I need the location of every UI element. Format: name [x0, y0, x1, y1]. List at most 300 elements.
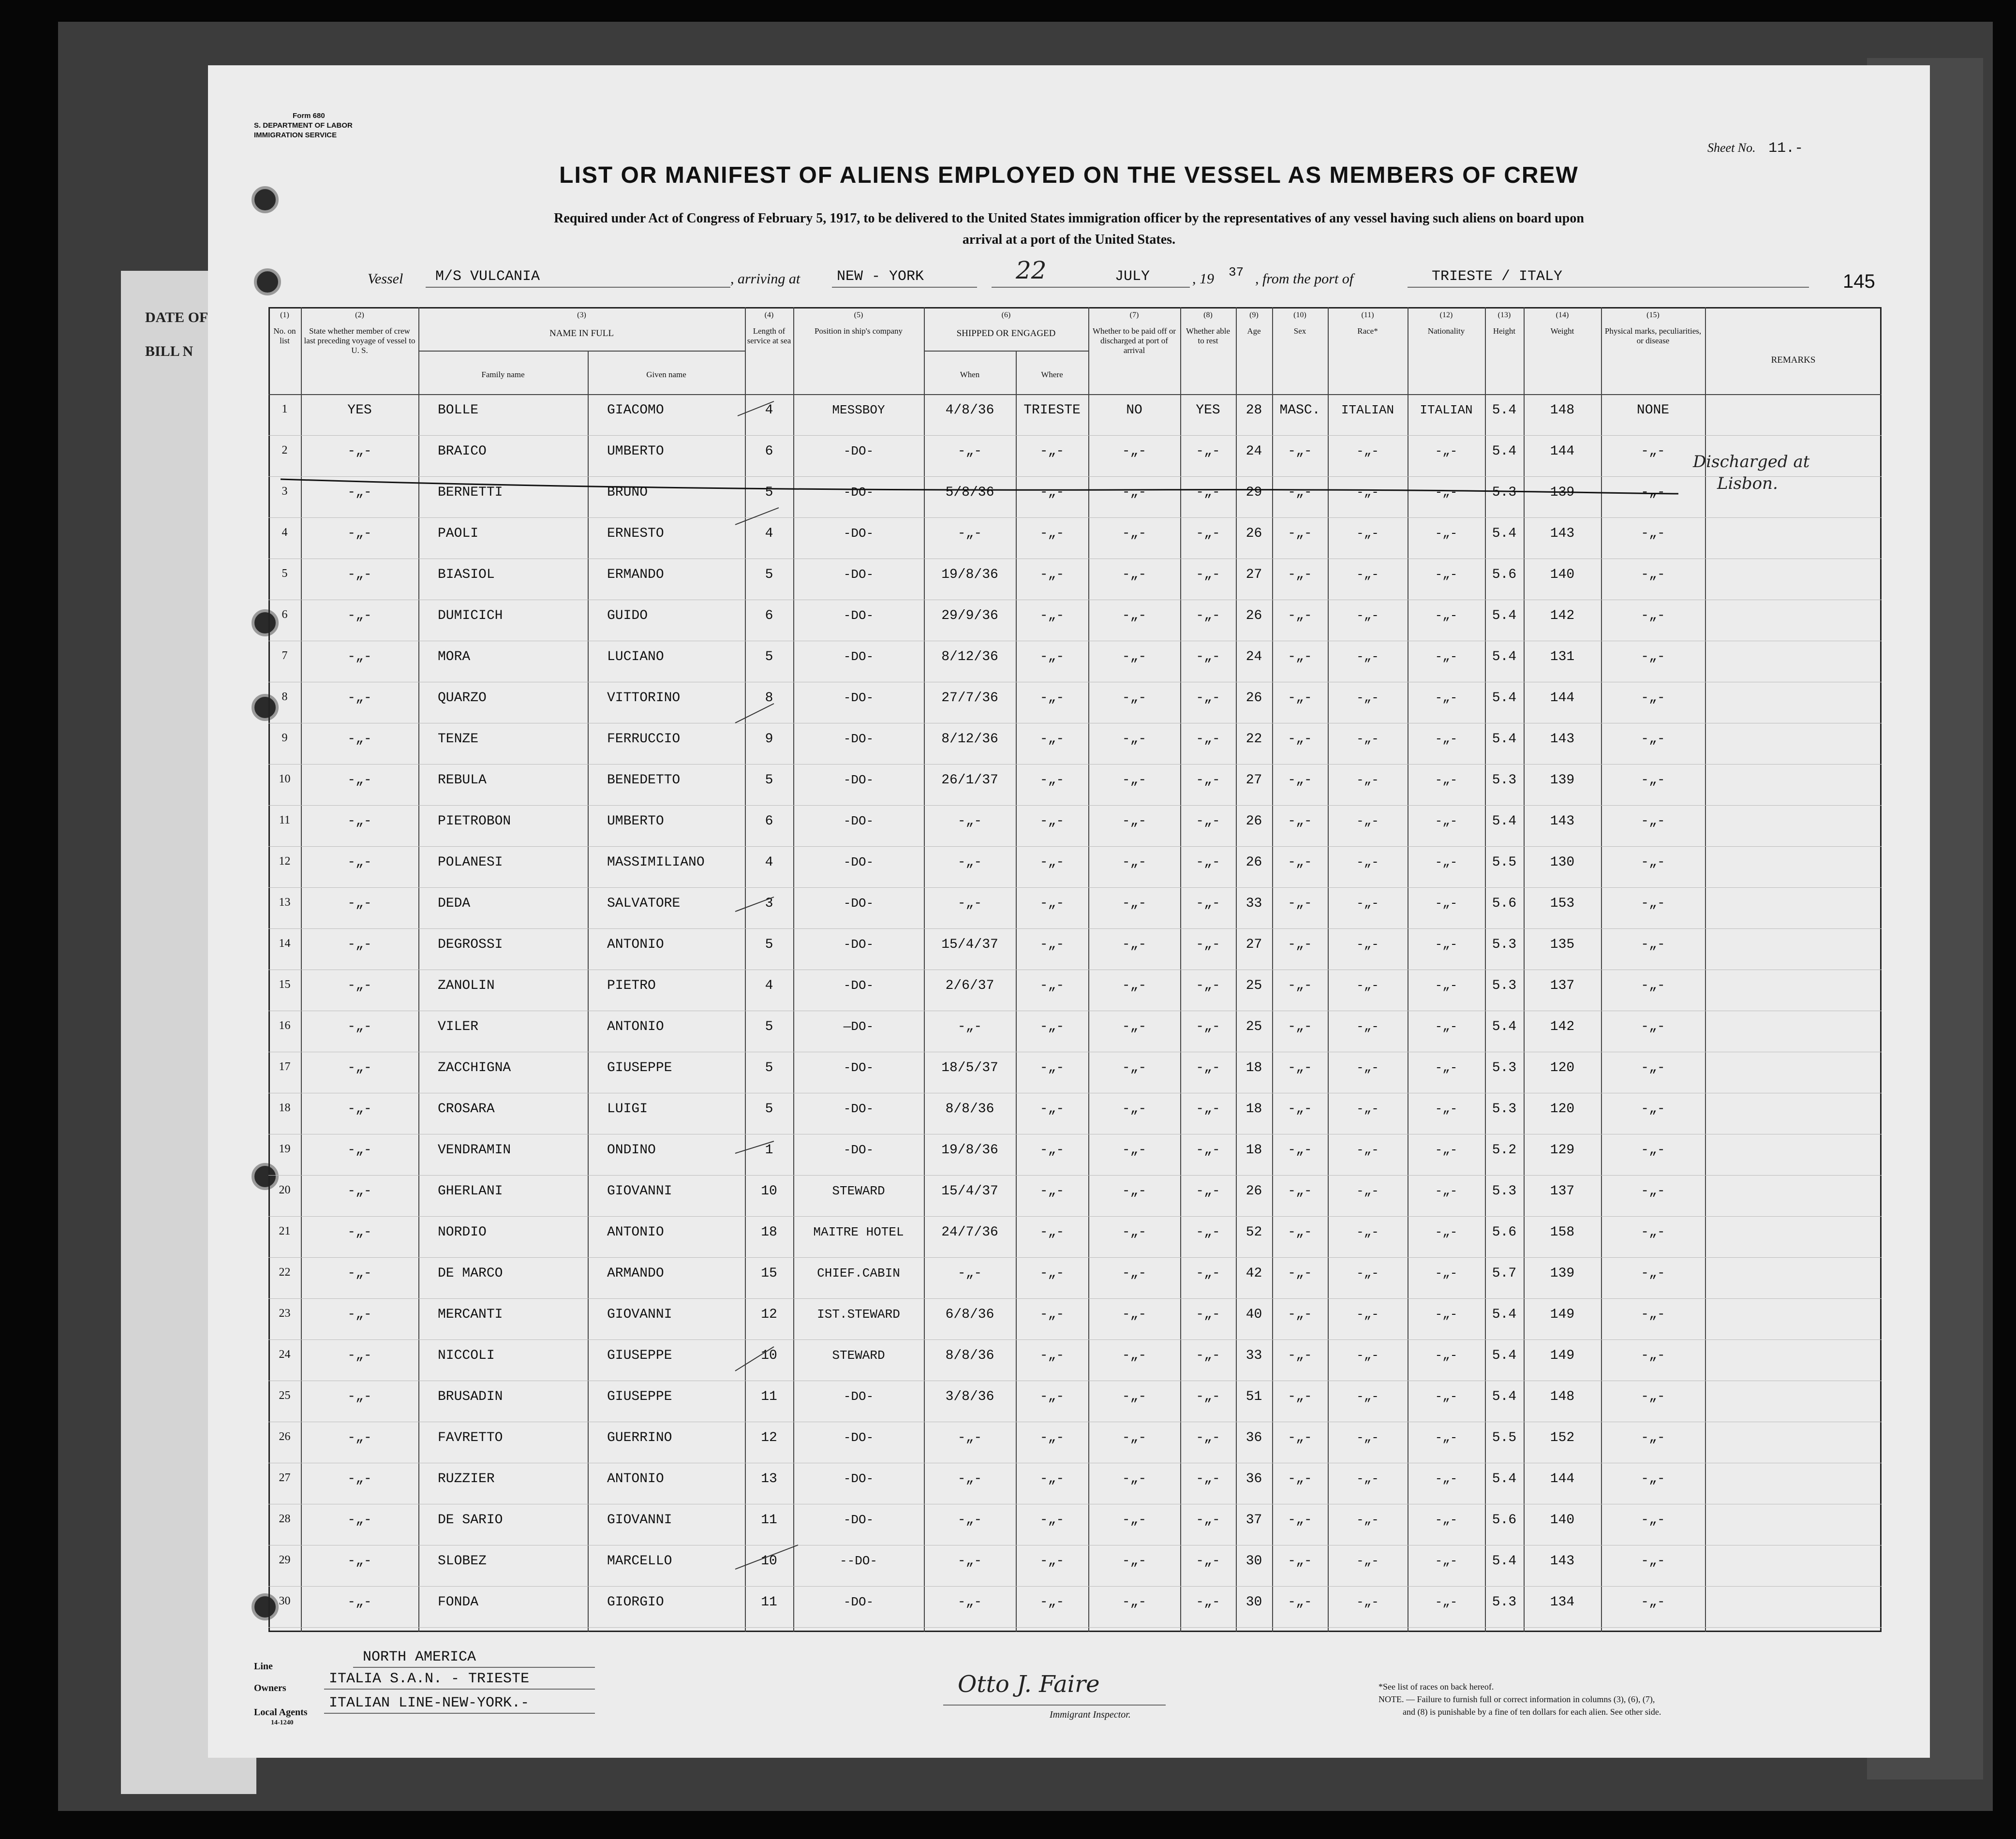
- cell-age: 18: [1245, 1143, 1262, 1158]
- underline: [324, 1713, 595, 1714]
- cell-family: DEGROSSI: [438, 937, 503, 952]
- cell-paid: -„-: [1122, 814, 1147, 829]
- cell-given: GIUSEPPE: [607, 1348, 672, 1363]
- cell-nat: -„-: [1435, 732, 1458, 746]
- cell-weight: 131: [1550, 649, 1575, 664]
- cell-height: 5.3: [1492, 1184, 1517, 1199]
- cell-prev: -„-: [347, 1266, 372, 1281]
- cell-able: -„-: [1196, 937, 1220, 952]
- note-races: *See list of races on back hereof.: [1379, 1682, 1494, 1692]
- cell-race: -„-: [1356, 855, 1379, 869]
- cell-given: LUIGI: [607, 1102, 648, 1117]
- cell-service: 10: [761, 1554, 777, 1569]
- service-name: IMMIGRATION SERVICE: [254, 131, 337, 139]
- cell-prev: -„-: [347, 1554, 372, 1569]
- cell-given: GIOVANNI: [607, 1307, 672, 1322]
- cell-prev: -„-: [347, 1471, 372, 1486]
- cell-height: 5.5: [1492, 1430, 1517, 1445]
- cell-weight: 143: [1550, 1554, 1575, 1569]
- cell-position: -DO-: [843, 1060, 874, 1075]
- cell-service: 6: [765, 444, 773, 459]
- cell-sex: -„-: [1288, 691, 1312, 706]
- cell-service: 4: [765, 403, 773, 418]
- cell-prev: -„-: [347, 937, 372, 952]
- cell-where: TRIESTE: [1023, 403, 1081, 418]
- cell-marks: -„-: [1641, 1471, 1665, 1486]
- cell-marks: -„-: [1641, 1430, 1665, 1445]
- cell-nat: -„-: [1435, 978, 1458, 993]
- cell-family: RUZZIER: [438, 1471, 495, 1486]
- cell-family: NICCOLI: [438, 1348, 495, 1363]
- cell-where: -„-: [1039, 1389, 1065, 1404]
- cell-given: BRUNO: [607, 485, 648, 500]
- cell-marks: -„-: [1641, 978, 1665, 993]
- cell-where: -„-: [1039, 1595, 1065, 1610]
- cell-race: -„-: [1356, 1430, 1379, 1445]
- cell-when: 24/7/36: [941, 1225, 998, 1240]
- cell-sex: -„-: [1288, 567, 1312, 582]
- owners-value: ITALIA S.A.N. - TRIESTE: [329, 1671, 530, 1687]
- column-number: (1): [280, 311, 289, 319]
- cell-nat: -„-: [1435, 855, 1458, 869]
- cell-nat: -„-: [1435, 485, 1458, 500]
- cell-paid: -„-: [1122, 1554, 1147, 1569]
- cell-able: -„-: [1196, 1307, 1220, 1322]
- cell-given: GIOVANNI: [607, 1184, 672, 1199]
- cell-sex: -„-: [1288, 1266, 1312, 1281]
- cell-weight: 120: [1550, 1060, 1575, 1075]
- cell-service: 10: [761, 1184, 777, 1199]
- column-header: Nationality: [1427, 326, 1465, 336]
- cell-family: SLOBEZ: [438, 1554, 487, 1569]
- cell-paid: -„-: [1122, 526, 1147, 541]
- cell-family: BRUSADIN: [438, 1389, 503, 1404]
- cell-nat: -„-: [1435, 814, 1458, 828]
- column-number: (6): [1001, 311, 1011, 319]
- cell-able: -„-: [1196, 649, 1220, 664]
- cell-race: -„-: [1356, 814, 1379, 828]
- cell-paid: -„-: [1122, 1595, 1147, 1610]
- cell-sex: -„-: [1288, 1307, 1312, 1322]
- cell-nat: -„-: [1435, 1184, 1458, 1198]
- cell-no: 7: [282, 649, 288, 662]
- column-number: (8): [1203, 311, 1213, 319]
- cell-race: -„-: [1356, 1143, 1379, 1157]
- cell-prev: -„-: [347, 649, 372, 664]
- cell-able: -„-: [1196, 1102, 1220, 1117]
- cell-prev: -„-: [347, 485, 372, 500]
- cell-age: 26: [1245, 608, 1262, 623]
- cell-height: 5.3: [1492, 485, 1517, 500]
- cell-height: 5.3: [1492, 1102, 1517, 1117]
- cell-race: -„-: [1356, 978, 1379, 993]
- cell-when: 4/8/36: [945, 403, 994, 418]
- cell-age: 27: [1245, 773, 1262, 788]
- cell-prev: -„-: [347, 1595, 372, 1610]
- cell-marks: -„-: [1641, 1184, 1665, 1199]
- cell-height: 5.3: [1492, 1060, 1517, 1075]
- cell-when: -„-: [957, 1513, 982, 1528]
- cell-race: -„-: [1356, 1225, 1379, 1239]
- cell-family: QUARZO: [438, 691, 487, 706]
- cell-sex: -„-: [1288, 649, 1312, 664]
- cell-no: 13: [279, 896, 291, 909]
- cell-service: 8: [765, 691, 773, 706]
- cell-paid: -„-: [1122, 608, 1147, 623]
- cell-no: 1: [282, 403, 288, 415]
- cell-service: 15: [761, 1266, 777, 1281]
- cell-able: -„-: [1196, 691, 1220, 706]
- cell-race: -„-: [1356, 1513, 1379, 1527]
- cell-height: 5.3: [1492, 937, 1517, 952]
- cell-able: -„-: [1196, 608, 1220, 623]
- cell-sex: -„-: [1288, 1471, 1312, 1486]
- column-number: (7): [1129, 311, 1139, 319]
- cell-age: 25: [1245, 1019, 1262, 1034]
- cell-where: -„-: [1039, 608, 1065, 623]
- sheet-number-label: Sheet No.: [1707, 141, 1756, 155]
- cell-height: 5.4: [1492, 649, 1517, 664]
- cell-able: -„-: [1196, 1554, 1220, 1569]
- cell-height: 5.4: [1492, 608, 1517, 623]
- cell-paid: -„-: [1122, 1389, 1147, 1404]
- cell-position: -DO-: [843, 978, 874, 993]
- cell-service: 3: [765, 896, 773, 911]
- cell-service: 5: [765, 649, 773, 664]
- column-header: State whether member of crew last preceding voyage of vessel to U. S.: [304, 326, 415, 355]
- cell-marks: -„-: [1641, 649, 1665, 664]
- cell-nat: -„-: [1435, 444, 1458, 458]
- cell-where: -„-: [1039, 814, 1065, 829]
- cell-nat: -„-: [1435, 691, 1458, 705]
- cell-weight: 153: [1550, 896, 1575, 911]
- cell-prev: -„-: [347, 732, 372, 747]
- cell-family: BIASIOL: [438, 567, 495, 582]
- cell-where: -„-: [1039, 855, 1065, 870]
- cell-sex: -„-: [1288, 855, 1312, 870]
- cell-race: -„-: [1356, 649, 1379, 664]
- cell-age: 29: [1245, 485, 1262, 500]
- column-header: Race*: [1357, 326, 1378, 336]
- cell-paid: -„-: [1122, 1102, 1147, 1117]
- cell-service: 10: [761, 1348, 777, 1363]
- cell-given: GUIDO: [607, 608, 648, 623]
- cell-where: -„-: [1039, 1266, 1065, 1281]
- cell-when: 15/4/37: [941, 1184, 998, 1199]
- column-header: Height: [1493, 326, 1516, 336]
- cell-given: ANTONIO: [607, 1471, 664, 1486]
- cell-service: 11: [761, 1513, 777, 1528]
- cell-age: 26: [1245, 526, 1262, 541]
- cell-where: -„-: [1039, 485, 1065, 500]
- arriving-port: NEW - YORK: [837, 268, 924, 285]
- cell-given: GIOVANNI: [607, 1513, 672, 1528]
- agents-code: 14-1240: [271, 1719, 294, 1726]
- cell-position: -DO-: [843, 1102, 874, 1116]
- cell-where: -„-: [1039, 978, 1065, 993]
- cell-when: 8/8/36: [945, 1102, 994, 1117]
- line-label: Line: [254, 1661, 273, 1672]
- column-subheader: Family name: [481, 370, 525, 379]
- cell-race: -„-: [1356, 1348, 1379, 1363]
- cell-paid: -„-: [1122, 773, 1147, 788]
- cell-race: -„-: [1356, 691, 1379, 705]
- cell-able: -„-: [1196, 1595, 1220, 1610]
- cell-nat: -„-: [1435, 608, 1458, 623]
- cell-prev: -„-: [347, 691, 372, 706]
- cell-age: 33: [1245, 1348, 1262, 1363]
- cell-prev: -„-: [347, 444, 372, 459]
- cell-nat: -„-: [1435, 1554, 1458, 1568]
- cell-weight: 152: [1550, 1430, 1575, 1445]
- cell-position: -DO-: [843, 773, 874, 787]
- cell-nat: -„-: [1435, 1430, 1458, 1445]
- cell-where: -„-: [1039, 1430, 1065, 1445]
- left-page-label-1: DATE OF: [145, 309, 208, 325]
- cell-where: -„-: [1039, 526, 1065, 541]
- cell-when: 15/4/37: [941, 937, 998, 952]
- cell-paid: -„-: [1122, 567, 1147, 582]
- cell-age: 33: [1245, 896, 1262, 911]
- cell-nat: ITALIAN: [1420, 403, 1473, 417]
- cell-paid: -„-: [1122, 485, 1147, 500]
- inspector-signature: Otto J. Faire: [958, 1671, 1100, 1698]
- cell-family: GHERLANI: [438, 1184, 503, 1199]
- cell-prev: -„-: [347, 1348, 372, 1363]
- cell-prev: -„-: [347, 773, 372, 788]
- cell-prev: -„-: [347, 1225, 372, 1240]
- cell-prev: -„-: [347, 1307, 372, 1322]
- cell-marks: -„-: [1641, 526, 1665, 541]
- cell-given: ONDINO: [607, 1143, 656, 1158]
- from-label: , from the port of: [1255, 271, 1354, 287]
- cell-nat: -„-: [1435, 1102, 1458, 1116]
- note-failure: NOTE. — Failure to furnish full or correct information in columns (3), (6), (7),: [1379, 1694, 1655, 1704]
- cell-no: 19: [279, 1143, 291, 1155]
- cell-given: LUCIANO: [607, 649, 664, 664]
- cell-when: 19/8/36: [941, 567, 998, 582]
- cell-able: -„-: [1196, 1471, 1220, 1486]
- cell-nat: -„-: [1435, 1595, 1458, 1609]
- cell-given: MARCELLO: [607, 1554, 672, 1569]
- cell-when: 3/8/36: [945, 1389, 994, 1404]
- cell-sex: -„-: [1288, 1143, 1312, 1158]
- cell-able: -„-: [1196, 444, 1220, 459]
- cell-when: 8/12/36: [941, 649, 998, 664]
- cell-service: 5: [765, 937, 773, 952]
- cell-race: -„-: [1356, 1554, 1379, 1568]
- cell-nat: -„-: [1435, 1471, 1458, 1486]
- cell-no: 17: [279, 1060, 291, 1073]
- cell-position: -DO-: [843, 1513, 874, 1527]
- cell-able: -„-: [1196, 732, 1220, 747]
- cell-height: 5.4: [1492, 403, 1517, 418]
- cell-no: 30: [279, 1595, 291, 1607]
- cell-no: 9: [282, 732, 288, 744]
- cell-prev: -„-: [347, 608, 372, 623]
- cell-service: 9: [765, 732, 773, 747]
- cell-position: -DO-: [843, 567, 874, 582]
- cell-no: 23: [279, 1307, 291, 1320]
- line-value: NORTH AMERICA: [363, 1649, 476, 1665]
- cell-race: -„-: [1356, 773, 1379, 787]
- cell-given: UMBERTO: [607, 814, 664, 829]
- cell-when: 19/8/36: [941, 1143, 998, 1158]
- cell-paid: -„-: [1122, 1307, 1147, 1322]
- cell-family: FONDA: [438, 1595, 479, 1610]
- cell-marks: -„-: [1641, 855, 1665, 870]
- cell-weight: 139: [1550, 1266, 1575, 1281]
- cell-able: -„-: [1196, 978, 1220, 993]
- cell-age: 27: [1245, 937, 1262, 952]
- cell-race: -„-: [1356, 485, 1379, 500]
- cell-where: -„-: [1039, 1307, 1065, 1322]
- cell-given: MASSIMILIANO: [607, 855, 705, 870]
- cell-marks: -„-: [1641, 732, 1665, 747]
- cell-no: 18: [279, 1102, 291, 1114]
- cell-no: 16: [279, 1019, 291, 1032]
- column-number: (2): [355, 311, 364, 319]
- cell-age: 24: [1245, 444, 1262, 459]
- cell-family: NORDIO: [438, 1225, 487, 1240]
- cell-able: -„-: [1196, 485, 1220, 500]
- cell-paid: -„-: [1122, 1019, 1147, 1034]
- cell-given: ANTONIO: [607, 1225, 664, 1240]
- cell-where: -„-: [1039, 1225, 1065, 1240]
- cell-when: -„-: [957, 444, 982, 459]
- year-prefix: , 19: [1192, 271, 1214, 287]
- cell-paid: -„-: [1122, 649, 1147, 664]
- left-page-label-2: BILL N: [145, 343, 193, 359]
- cell-race: -„-: [1356, 1060, 1379, 1075]
- cell-when: -„-: [957, 1554, 982, 1569]
- cell-marks: -„-: [1641, 1060, 1665, 1075]
- cell-position: —DO-: [843, 1019, 874, 1034]
- cell-position: -DO-: [843, 855, 874, 869]
- cell-height: 5.6: [1492, 1225, 1517, 1240]
- column-subheader: Given name: [646, 370, 686, 379]
- column-header: NAME IN FULL: [549, 328, 614, 338]
- sheet-number-value: 11.-: [1768, 140, 1804, 157]
- cell-age: 30: [1245, 1595, 1262, 1610]
- cell-paid: -„-: [1122, 732, 1147, 747]
- cell-able: -„-: [1196, 1266, 1220, 1281]
- cell-weight: 139: [1550, 485, 1575, 500]
- cell-height: 5.4: [1492, 1471, 1517, 1486]
- cell-when: 2/6/37: [945, 978, 994, 993]
- cell-nat: -„-: [1435, 567, 1458, 582]
- cell-position: -DO-: [843, 649, 874, 664]
- cell-where: -„-: [1039, 649, 1065, 664]
- cell-prev: -„-: [347, 896, 372, 911]
- cell-weight: 158: [1550, 1225, 1575, 1240]
- cell-position: -DO-: [843, 444, 874, 458]
- cell-race: -„-: [1356, 1102, 1379, 1116]
- column-header: Weight: [1550, 326, 1574, 336]
- cell-age: 28: [1245, 403, 1262, 418]
- cell-service: 4: [765, 855, 773, 870]
- cell-age: 42: [1245, 1266, 1262, 1281]
- cell-nat: -„-: [1435, 1389, 1458, 1404]
- cell-family: POLANESI: [438, 855, 503, 870]
- cell-where: -„-: [1039, 1102, 1065, 1117]
- cell-height: 5.3: [1492, 773, 1517, 788]
- note-fine: and (8) is punishable by a fine of ten dollars for each alien. See other side.: [1403, 1707, 1661, 1717]
- cell-given: FERRUCCIO: [607, 732, 681, 747]
- cell-given: SALVATORE: [607, 896, 681, 911]
- column-number: (14): [1556, 311, 1569, 319]
- cell-service: 4: [765, 526, 773, 541]
- cell-nat: -„-: [1435, 937, 1458, 952]
- cell-weight: 148: [1550, 403, 1575, 418]
- cell-given: GIORGIO: [607, 1595, 664, 1610]
- cell-race: -„-: [1356, 444, 1379, 458]
- form-number: Form 680: [293, 112, 325, 120]
- cell-service: 12: [761, 1307, 777, 1322]
- cell-marks: -„-: [1641, 567, 1665, 582]
- cell-marks: -„-: [1641, 814, 1665, 829]
- cell-marks: -„-: [1641, 608, 1665, 623]
- cell-age: 26: [1245, 691, 1262, 706]
- cell-where: -„-: [1039, 937, 1065, 952]
- cell-height: 5.4: [1492, 1307, 1517, 1322]
- cell-position: -DO-: [843, 732, 874, 746]
- cell-when: 18/5/37: [941, 1060, 998, 1075]
- cell-able: -„-: [1196, 567, 1220, 582]
- cell-position: -DO-: [843, 1430, 874, 1445]
- column-header: Whether to be paid off or discharged at port of arrival: [1093, 326, 1176, 355]
- cell-age: 51: [1245, 1389, 1262, 1404]
- page-title: LIST OR MANIFEST OF ALIENS EMPLOYED ON THE VESSEL AS MEMBERS OF CREW: [559, 162, 1579, 188]
- cell-height: 5.4: [1492, 814, 1517, 829]
- cell-service: 12: [761, 1430, 777, 1445]
- cell-weight: 144: [1550, 1471, 1575, 1486]
- cell-paid: -„-: [1122, 1266, 1147, 1281]
- cell-able: -„-: [1196, 855, 1220, 870]
- cell-nat: -„-: [1435, 1225, 1458, 1239]
- column-number: (10): [1293, 311, 1306, 319]
- column-number: (11): [1361, 311, 1374, 319]
- cell-service: 11: [761, 1595, 777, 1610]
- cell-paid: -„-: [1122, 896, 1147, 911]
- cell-when: -„-: [957, 855, 982, 870]
- cell-where: -„-: [1039, 1143, 1065, 1158]
- cell-age: 36: [1245, 1471, 1262, 1486]
- cell-position: STEWARD: [832, 1348, 885, 1363]
- cell-no: 22: [279, 1266, 291, 1279]
- cell-marks: -„-: [1641, 1307, 1665, 1322]
- cell-position: -DO-: [843, 1595, 874, 1609]
- cell-paid: -„-: [1122, 691, 1147, 706]
- cell-height: 5.4: [1492, 691, 1517, 706]
- cell-nat: -„-: [1435, 896, 1458, 911]
- cell-age: 26: [1245, 855, 1262, 870]
- cell-nat: -„-: [1435, 1019, 1458, 1034]
- cell-paid: -„-: [1122, 1060, 1147, 1075]
- cell-able: -„-: [1196, 526, 1220, 541]
- cell-weight: 134: [1550, 1595, 1575, 1610]
- cell-family: PAOLI: [438, 526, 479, 541]
- column-header: Age: [1247, 326, 1261, 336]
- cell-marks: NONE: [1636, 403, 1670, 418]
- cell-prev: YES: [347, 403, 372, 418]
- cell-service: 5: [765, 1019, 773, 1034]
- cell-height: 5.6: [1492, 1513, 1517, 1528]
- cell-service: 5: [765, 1060, 773, 1075]
- cell-sex: -„-: [1288, 608, 1312, 623]
- cell-race: -„-: [1356, 1307, 1379, 1322]
- cell-height: 5.4: [1492, 732, 1517, 747]
